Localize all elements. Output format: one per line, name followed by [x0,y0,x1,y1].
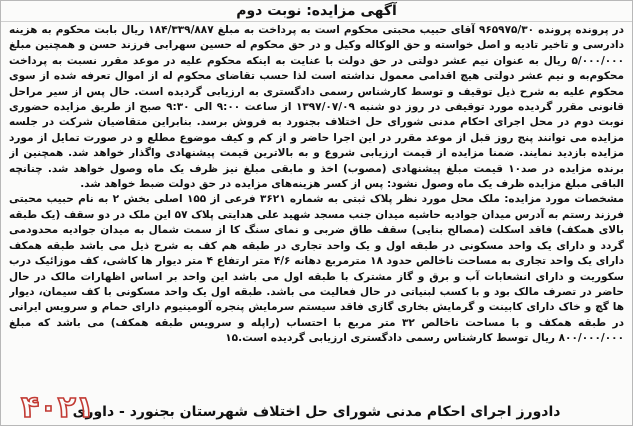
notice-paragraph: مشخصات مورد مزایده: ملک محل مورد نظر پلاک ثبتی به شماره ۳۶۲۱ فرعی از ۱۵۵ اصلی بخش ۲ به نام حبیب محبتی فرزند رستم به آدرس میدان جوادیه حاشیه میدان جنب مسجد شهید علی هدایتی پلاک ۵۷ این ملک در دو سقف (یک طبقه بالای همکف) فاقد اسکلت (مصالح بنایی) سقف طاق ضربی و نمای سنگ کا از سمت شمال به میدان جوادیه محدودمی گردد و دارای یک واحد مسکونی در طبقه اول و یک واحد تجاری در طبقه هم کف به شرح ذیل می باشد طبقه همکف دارای یک واحد تجاری به مساحت ناخالص حدود ۱۸ مترمربع دهانه ۴/۶ متر ارتفاع ۴ متر دیوار ها کاشی، کف موزائیک درب سکوریت و دارای انشعابات آب و برق و گاز مشترک با طبقه اول می باشد این واحد بر اساس اظهارات مالک در حال حاضر در تصرف مالک بود و با کسب لبنیاتی در حال فعالیت می باشد. طبقه اول یک واحد مسکونی با کف سیمان، دیوار ها گچ و خاک دارای کابینت و گرمایش بخاری گازی فاقد سیستم سرمایش پنجره آلومینیوم دارای حمام و سرویس ایرانی در طبقه همکف و با مساحت ناخالص ۳۲ متر مربع با احتساب (راپله و سرویس طبقه همکف) می باشد که مبلغ ۸۰۰/۰۰۰/۰۰۰ ریال توسط کارشناس رسمی دادگستری ارزیابی گردیده است.۱۵ [9,193,624,345]
notice-title: آگهی مزایده: نوبت دوم [1,1,632,22]
notice-body [9,23,624,397]
handwritten-mark-text: ۴۰۲۱ [21,390,95,425]
notice-signature: دادورز اجرای احکام مدنی شورای حل اختلاف شهرستان بجنورد - داوری [72,404,561,420]
notice-paragraph: در پرونده پرونده ۹۶۵۹۷۵/۳۰ آقای حبیب محبتی محکوم است به پرداخت به مبلغ ۱۸۴/۳۳۹/۸۸۷ ریال بابت محکوم به هزینه دادرسی و تاخیر تادیه و اصل خواسته و حق الوکاله وکیل و در حق محکوم له حسین سهرابی فرزند حسن و همچنین مبلغ ۵/۰۰۰/۰۰۰ ریال به عنوان نیم عشر دولتی در حق دولت با عنایت به اینکه محکوم علیه در موعد مقرر نسبت به پرداخت محکوم‌به و نیم عشر دولتی هیچ اقدامی معمول نداشته است لذا حسب تقاضای محکوم له از اموال تعرفه شده از سوی محکوم علیه به شرح ذیل توقیف و توسط کارشناس رسمی دادگستری به ارزیابی گردیده است. حال پس از سیر مراحل قانونی مقرر گردیده مورد توقیفی در روز دو شنبه ۱۳۹۷/۰۷/۰۹ از ساعت ۹:۰۰ الی ۹:۳۰ صبح از طریق مزایده حضوری نوبت دوم در محل اجرای احکام مدنی شورای حل اختلاف بجنورد به فروش برسد. بنابراین متقاضیان شرکت در جلسه مزایده می توانند پنج روز قبل از موعد مقرر در این اجرا حاضر و از کم و کیف موضوع مطلع و در صورت تمایل از مورد مزایده بازدید نمایند. ضمنا مزایده از قیمت ارزیابی شروع و به بالاترین قیمت پیشنهادی واگذار خواهد شد. همچنین از برنده مزایده در صد۱۰ قیمت مبلغ پیشنهادی (مصوب) اخذ و مابقی مبلغ نیز ظرف یک ماه وصول خواهد شد. چنانچه الباقی مبلغ مزایده ظرف یک ماه وصول نشود: پس از کسر هزینه‌های مزایده در حق دولت ضبط خواهد شد. [9,24,624,191]
